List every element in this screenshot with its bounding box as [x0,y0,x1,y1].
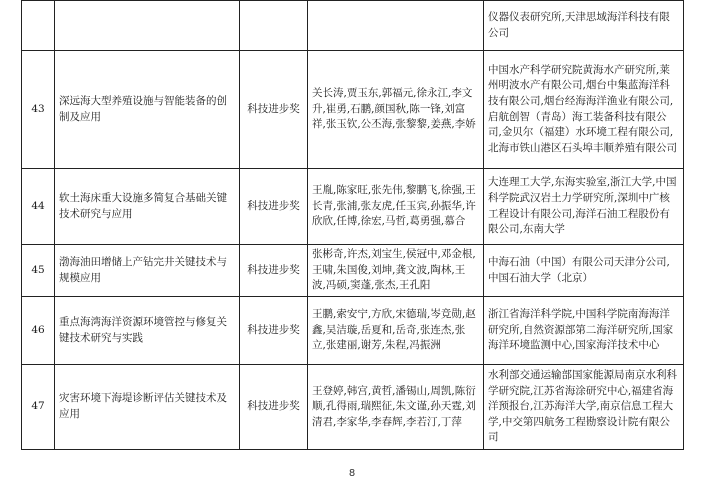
award-category: 科技进步奖 [240,365,308,450]
completing-units: 浙江省海洋科学院,中国科学院南海海洋研究所,自然资源部第二海洋研究所,国家海洋环境监测中心,国家海洋技术中心 [484,297,684,365]
main-completers: 王胤,陈家旺,张先伟,黎鹏飞,徐强,王长青,张浦,张友虎,任玉宾,孙振华,许欣欣,任博,徐宏,马哲,葛勇强,慕合 [308,169,484,245]
award-category: 科技进步奖 [240,51,308,169]
main-completers: 王鹏,索安宁,方欣,宋德瑞,岑竞勋,赵鑫,吴洁璇,岳夏和,岳奇,张连杰,张立,张建丽,谢芳,朱程,冯振洲 [308,297,484,365]
project-name [55,1,240,51]
table-row [22,365,684,450]
awards-table [21,0,684,450]
row-number: 43 [22,51,55,169]
main-completers: 张彬奇,许杰,刘宝生,侯冠中,邓金根,王啸,朱国俊,刘坤,龚文波,陶林,王波,冯硕,窦蓬,张杰,王孔阳 [308,245,484,297]
award-category: 科技进步奖 [240,169,308,245]
completing-units: 中海石油（中国）有限公司天津分公司,中国石油大学（北京） [484,245,684,297]
table-row [22,51,684,169]
completing-units: 仪器仪表研究所,天津思域海洋科技有限公司 [484,1,684,51]
award-category: 科技进步奖 [240,245,308,297]
award-category: 科技进步奖 [240,297,308,365]
project-name: 深远海大型养殖设施与智能装备的创制及应用 [55,51,240,169]
main-completers: 关长涛,贾玉东,郭福元,徐永江,李文升,崔勇,石鹏,颜国秋,陈一锋,刘富祥,张玉钦,公丕海,张黎黎,姜燕,李娇 [308,51,484,169]
table-row [22,1,684,51]
main-completers [308,1,484,51]
project-name: 重点海湾海洋资源环境管控与修复关键技术研究与实践 [55,297,240,365]
row-number: 45 [22,245,55,297]
completing-units: 中国水产科学研究院黄海水产研究所,莱州明波水产有限公司,烟台中集蓝海洋科技有限公司,烟台经海海洋渔业有限公司,启航创智（青岛）海工装备科技有限公司,金贝尔（福建）水环境工程有限公司,北海市铁山港区石头埠丰顺养殖有限公司 [484,51,684,169]
completing-units: 水利部交通运输部国家能源局南京水利科学研究院,江苏省海涂研究中心,福建省海洋预报台,江苏海洋大学,南京信息工程大学,中交第四航务工程勘察设计院有限公司 [484,365,684,450]
table-row [22,169,684,245]
row-number [22,1,55,51]
page-number: 8 [348,468,356,479]
main-completers: 王登婷,韩宫,黄哲,潘锡山,周凯,陈衍顺,孔得雨,瑞熙征,朱文谨,孙天霆,刘清君,李家华,李春辉,李若汀,丁萍 [308,365,484,450]
row-number: 44 [22,169,55,245]
completing-units: 大连理工大学,东海实验室,浙江大学,中国科学院武汉岩土力学研究所,深圳中广核工程设计有限公司,海洋石油工程股份有限公司,东南大学 [484,169,684,245]
award-category [240,1,308,51]
table-row [22,297,684,365]
project-name: 渤海油田增储上产钻完井关键技术与规模应用 [55,245,240,297]
row-number: 46 [22,297,55,365]
row-number: 47 [22,365,55,450]
project-name: 灾害环境下海堤诊断评估关键技术及应用 [55,365,240,450]
project-name: 软土海床重大设施多简复合基础关键技术研究与应用 [55,169,240,245]
table-row [22,245,684,297]
